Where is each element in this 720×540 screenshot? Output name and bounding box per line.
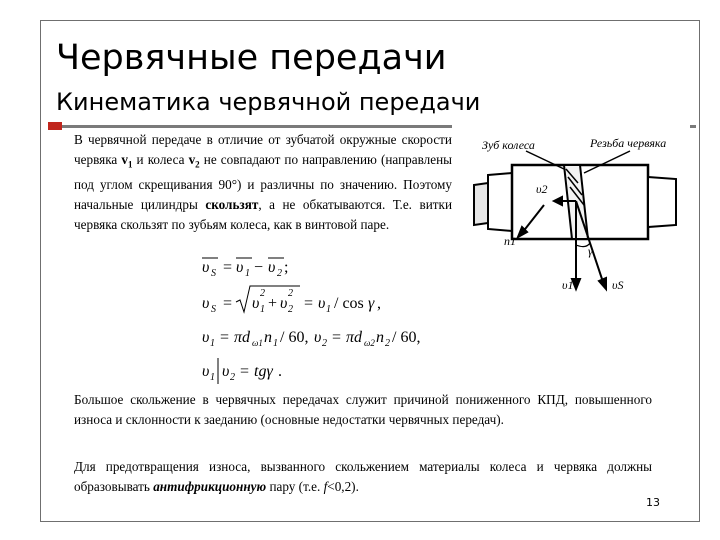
- page-number: 13: [646, 496, 660, 509]
- antifriction-text-end: <0,2).: [327, 478, 359, 494]
- svg-text:ω2: ω2: [364, 338, 375, 348]
- intro-paragraph: [74, 130, 452, 235]
- svg-text:=: =: [240, 363, 250, 380]
- svg-text:+: +: [268, 295, 278, 312]
- svg-text:1: 1: [210, 338, 215, 349]
- label-v1: υ1: [562, 278, 574, 292]
- antifriction-emphasis: антифрикционную: [153, 478, 267, 494]
- svg-text:υ: υ: [202, 329, 210, 346]
- svg-text:/ 60,: / 60,: [280, 329, 309, 346]
- svg-text:υ: υ: [314, 329, 322, 346]
- intro-text-start: В червячной передаче в отличие от зубчатой окружные скорости червяка: [74, 132, 452, 167]
- divider-accent: [48, 122, 62, 130]
- svg-text:=: =: [223, 295, 233, 312]
- formula-sliding-magnitude: [202, 286, 381, 315]
- sliding-consequences-paragraph: Большое скольжение в червячных передачах служит причиной пониженного КПД, повышенного износа и склонности к заеданию (основные недостатки червячных передач).: [74, 392, 652, 427]
- svg-text:υ: υ: [268, 259, 276, 276]
- intro-text-post2: , а не обкатываются. Т.е. витки червяка скользят по зубьям колеса, как в винтовой паре.: [74, 197, 452, 232]
- svg-text:2: 2: [277, 268, 282, 279]
- intro-text-post1: не совпадают по направлению (направлены под углом скрещивания 90°) и различны по значению. Поэтому начальные цилиндры: [74, 151, 452, 213]
- svg-text:=: =: [332, 329, 342, 346]
- v1-symbol: v: [121, 151, 128, 167]
- intro-text-mid: и колеса: [132, 151, 189, 167]
- formula-circumferential-speeds: [202, 329, 420, 349]
- label-gamma: γ: [588, 244, 593, 258]
- svg-text:υ: υ: [202, 363, 210, 380]
- svg-text:1: 1: [260, 304, 265, 315]
- svg-text:2: 2: [385, 338, 390, 349]
- svg-text:n: n: [376, 329, 384, 346]
- slide-subtitle: Кинематика червячной передачи: [56, 88, 481, 116]
- svg-text:2: 2: [230, 372, 235, 383]
- antifriction-paragraph: [74, 457, 652, 496]
- svg-text:=: =: [223, 259, 233, 276]
- svg-text:ω1: ω1: [252, 338, 263, 348]
- friction-coefficient-symbol: f: [323, 478, 328, 494]
- worm-gear-diagram: [452, 125, 690, 303]
- svg-text:;: ;: [284, 259, 289, 276]
- svg-text:υ: υ: [280, 295, 288, 312]
- svg-text:πd: πd: [234, 329, 251, 346]
- formula-sliding-velocity: [202, 258, 288, 279]
- svg-text:,: ,: [377, 295, 381, 312]
- formulas-block: [196, 252, 456, 386]
- svg-text:.: .: [278, 363, 282, 380]
- slide-bold-word: скользят: [205, 197, 259, 213]
- v1-subscript: 1: [127, 159, 133, 170]
- svg-text:1: 1: [245, 268, 250, 279]
- label-n1: n1: [504, 234, 516, 248]
- slide-title: Червячные передачи: [56, 38, 447, 78]
- svg-text:γ: γ: [368, 295, 375, 312]
- svg-text:πd: πd: [346, 329, 363, 346]
- svg-text:υ: υ: [202, 295, 210, 312]
- svg-text:−: −: [254, 259, 264, 276]
- svg-text:2: 2: [260, 288, 265, 299]
- svg-text:n: n: [264, 329, 272, 346]
- svg-text:1: 1: [210, 372, 215, 383]
- svg-text:/ cos: / cos: [334, 295, 364, 312]
- svg-text:/ 60,: / 60,: [392, 329, 421, 346]
- v2-subscript: 2: [195, 159, 200, 170]
- svg-text:S: S: [211, 268, 216, 279]
- svg-text:=: =: [220, 329, 230, 346]
- label-worm-wheel-tooth: Зуб колеса: [482, 138, 535, 152]
- label-v2: υ2: [536, 182, 548, 196]
- label-vs: υS: [612, 278, 624, 292]
- svg-text:S: S: [211, 304, 216, 315]
- svg-text:υ: υ: [236, 259, 244, 276]
- v2-symbol: v: [188, 151, 196, 167]
- antifriction-text-mid: пару (т.е.: [266, 478, 324, 494]
- svg-text:tgγ: tgγ: [254, 363, 273, 380]
- svg-text:1: 1: [273, 338, 278, 349]
- label-worm-thread: Резьба червяка: [590, 136, 667, 150]
- svg-text:2: 2: [288, 304, 293, 315]
- antifriction-text-start: Для предотвращения износа, вызванного скольжением материалы колеса и червяка должны образовывать: [74, 459, 652, 494]
- svg-text:2: 2: [322, 338, 327, 349]
- svg-text:2: 2: [288, 288, 293, 299]
- svg-text:υ: υ: [222, 363, 230, 380]
- svg-text:1: 1: [326, 304, 331, 315]
- svg-text:=: =: [304, 295, 314, 312]
- formula-speed-ratio: [202, 358, 282, 384]
- svg-text:υ: υ: [202, 259, 210, 276]
- svg-text:υ: υ: [252, 295, 260, 312]
- svg-text:υ: υ: [318, 295, 326, 312]
